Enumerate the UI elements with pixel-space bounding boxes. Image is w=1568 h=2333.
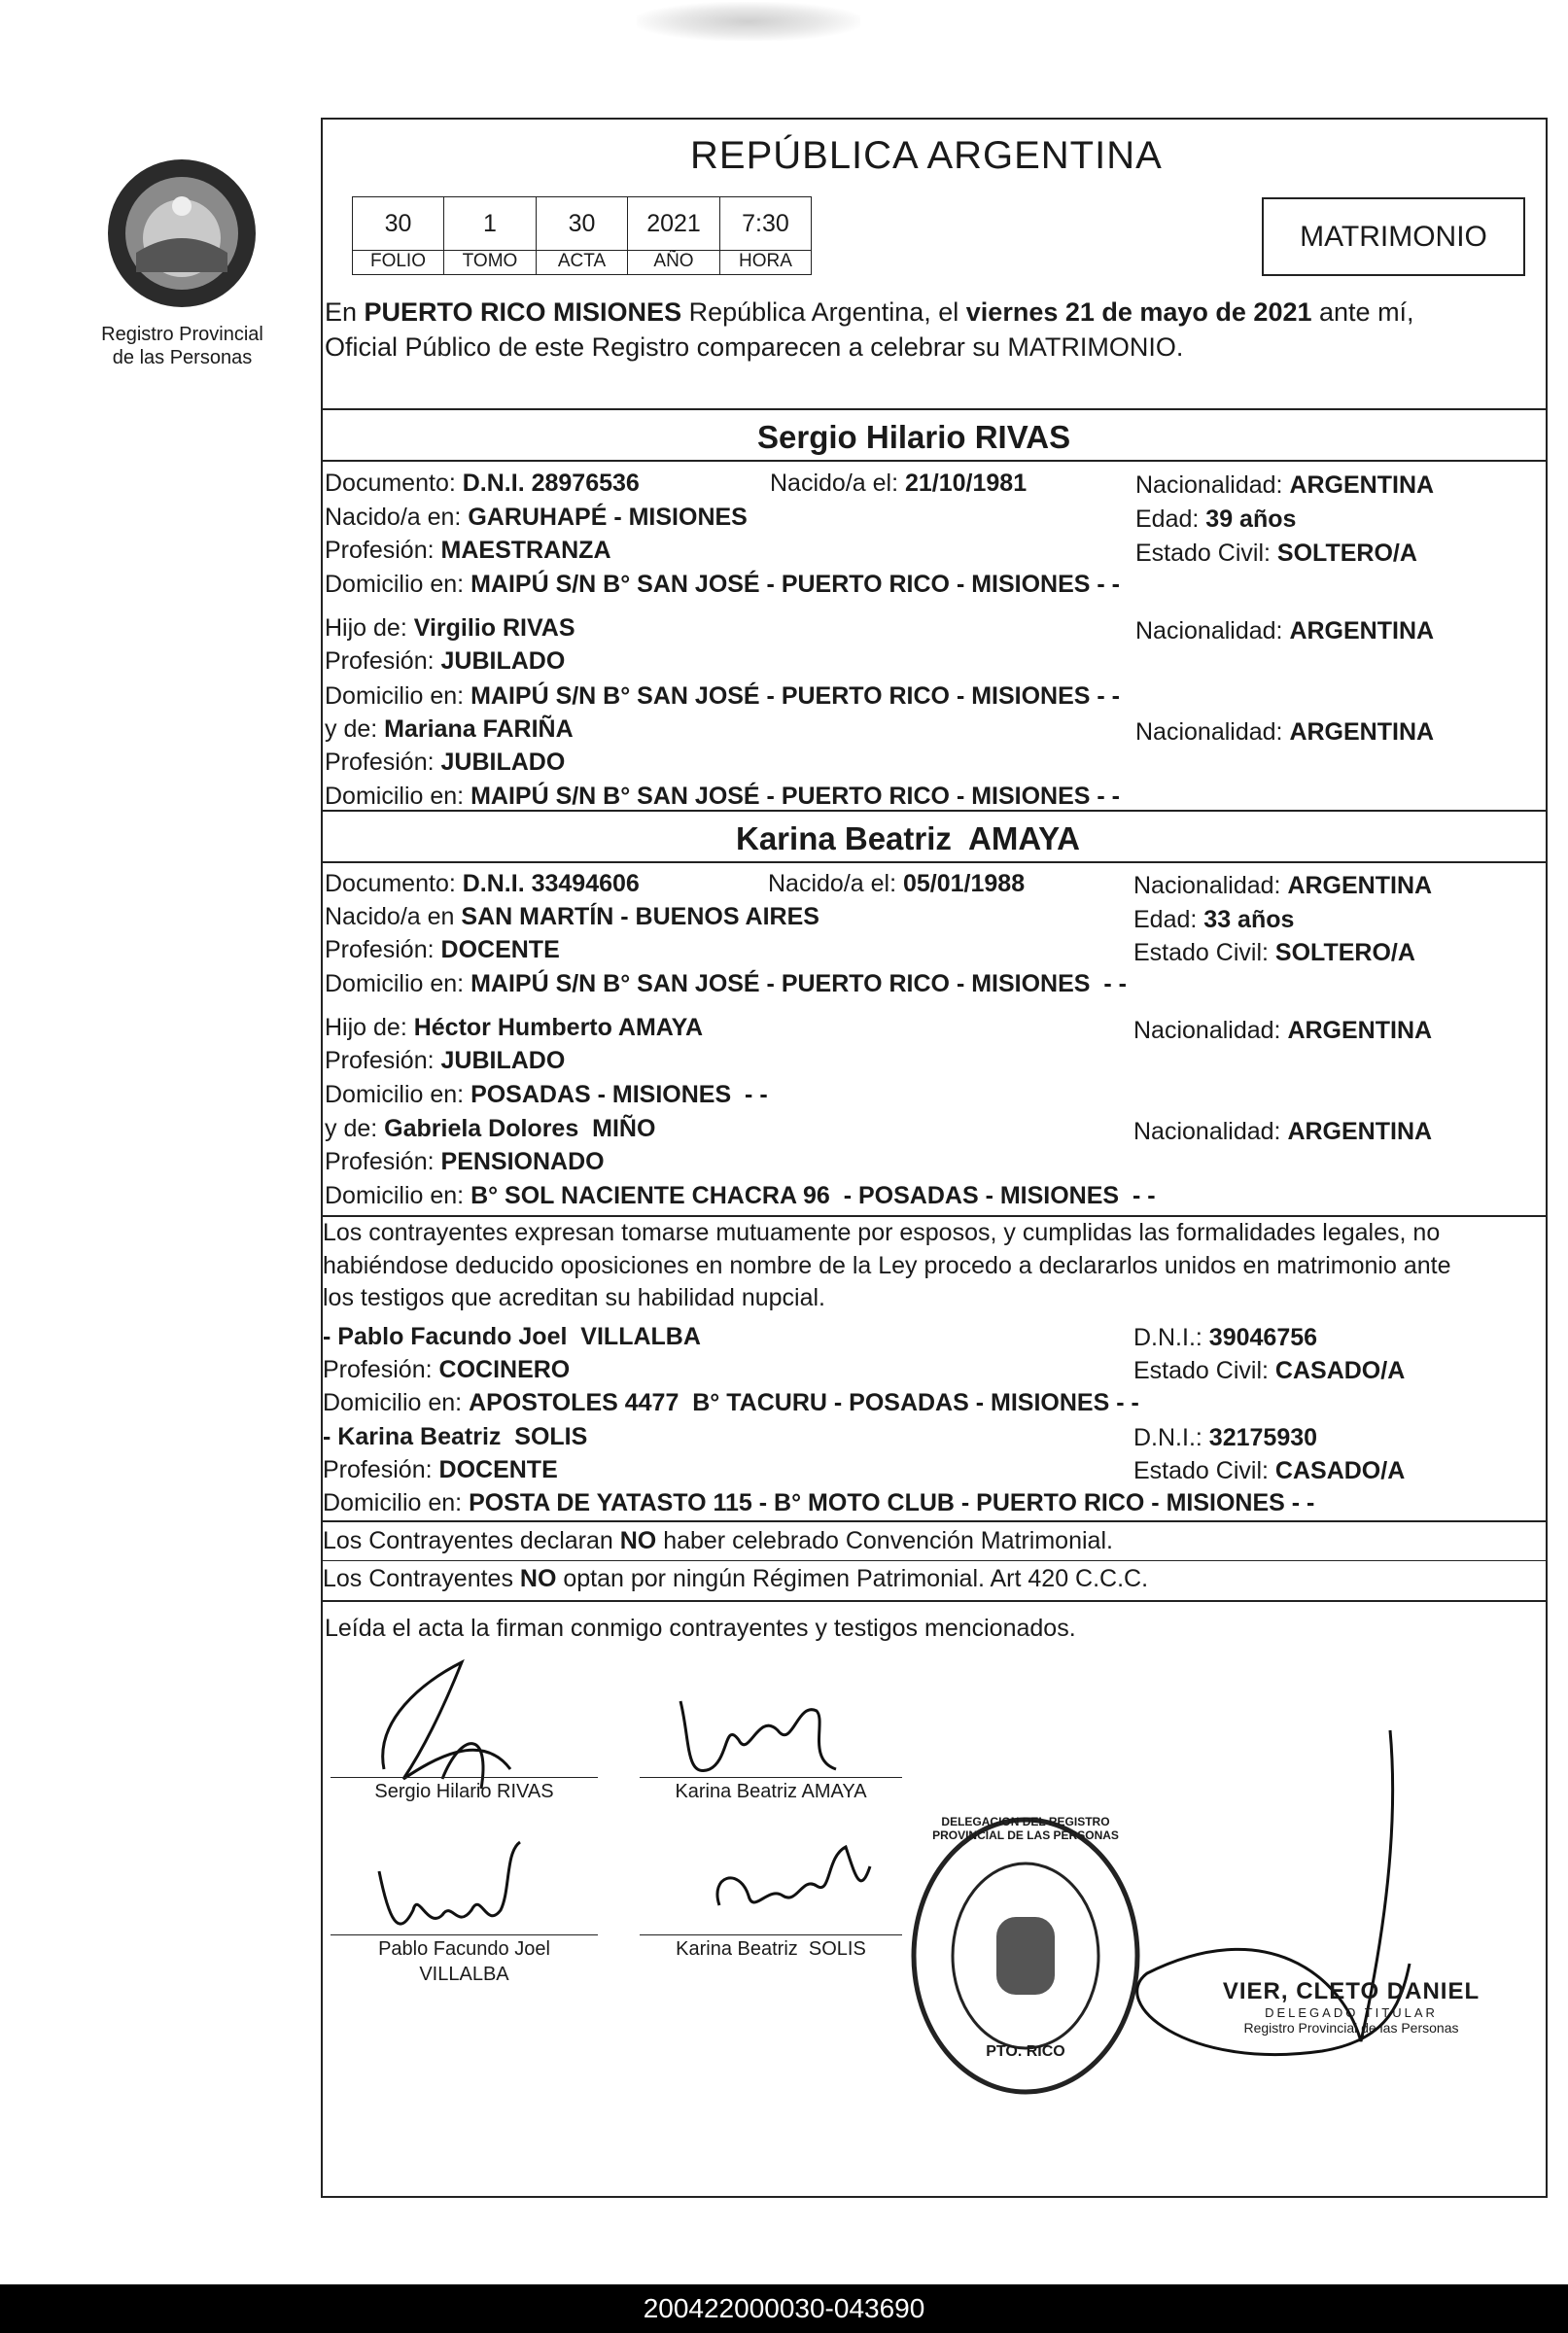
value: GARUHAPÉ - MISIONES [468, 504, 748, 531]
folio-value: 30 [352, 196, 444, 251]
spouse2-father [325, 1015, 703, 1042]
divider [321, 1560, 1548, 1561]
spouse1-mother-address [325, 783, 1120, 811]
label: Nacido/a en: [325, 504, 462, 531]
divider [321, 810, 1548, 812]
value: Mariana FARIÑA [384, 715, 574, 743]
province-logo [97, 146, 267, 321]
label: Nacido/a el: [770, 470, 899, 497]
scan-smudge [637, 2, 860, 41]
official-name: VIER, CLETO DANIEL [1222, 1978, 1481, 2004]
emphasis: NO [619, 1527, 657, 1554]
label: Domicilio en: [325, 682, 465, 710]
spouse2-father-profession [325, 1048, 565, 1075]
label: Estado Civil: [1135, 540, 1271, 567]
divider [321, 1600, 1548, 1602]
label: Estado Civil: [1133, 1357, 1269, 1384]
value: APOSTOLES 4477 B° TACURU - POSADAS - MISIONES - - [469, 1389, 1139, 1416]
label: Hijo de: [325, 614, 407, 642]
signature-label-pablo-1: Pablo Facundo Joel [378, 1938, 550, 1960]
divider [321, 460, 1548, 462]
official-signature [1069, 1721, 1439, 2109]
value: D.N.I. 28976536 [462, 470, 640, 497]
act-type: MATRIMONIO [1300, 221, 1487, 253]
registry-line-1: Registro Provincial [101, 324, 263, 345]
act-type-box [1262, 197, 1525, 276]
ceremony-line-2: habiéndose deducido oposiciones en nombre de la Ley procedo a declararlos unidos en matrimonio ante [323, 1252, 1451, 1279]
signature-pablo [360, 1832, 535, 1949]
convention-line-1 [323, 1528, 1113, 1555]
value: MAIPÚ S/N B° SAN JOSÉ - PUERTO RICO - MISIONES - - [470, 783, 1120, 810]
value: ARGENTINA [1289, 718, 1435, 746]
ceremony-line-1: Los contrayentes expresan tomarse mutuamente por esposos, y cumplidas las formalidades legales, no [323, 1219, 1441, 1246]
value: ARGENTINA [1289, 471, 1435, 499]
value: DOCENTE [440, 936, 560, 963]
label: y de: [325, 1115, 378, 1142]
value: JUBILADO [440, 749, 566, 776]
spouse1-father-nationality [1135, 618, 1434, 645]
spouse2-documento [325, 871, 640, 898]
signature-line [331, 1934, 598, 1935]
spouse2-nationality [1133, 873, 1432, 900]
hora-value: 7:30 [719, 196, 812, 251]
label: Domicilio en: [325, 1081, 465, 1108]
spouse2-birthplace [325, 904, 819, 931]
intro-text-2: República Argentina, el [681, 297, 966, 327]
spouse2-mother-nationality [1133, 1119, 1432, 1146]
convention-line-2 [323, 1566, 1148, 1593]
value: ARGENTINA [1287, 872, 1433, 899]
value: COCINERO [438, 1356, 571, 1383]
divider [321, 1215, 1548, 1217]
label: Domicilio en: [325, 1182, 465, 1209]
country-title: REPÚBLICA ARGENTINA [690, 134, 1163, 177]
ceremony-line-3: los testigos que acreditan su habilidad nupcial. [323, 1284, 826, 1311]
label: Nacionalidad: [1135, 471, 1283, 499]
label: y de: [325, 715, 378, 743]
spouse2-mother-address [325, 1183, 1156, 1210]
label: Domicilio en: [325, 783, 465, 810]
intro-place: PUERTO RICO MISIONES [364, 297, 682, 327]
label: D.N.I.: [1133, 1324, 1202, 1351]
seal-place: PTO. RICO [986, 2043, 1065, 2060]
label: Edad: [1135, 505, 1200, 533]
value: B° SOL NACIENTE CHACRA 96 - POSADAS - MISIONES - - [470, 1182, 1156, 1209]
value: MAIPÚ S/N B° SAN JOSÉ - PUERTO RICO - MISIONES - - [470, 571, 1120, 598]
label: Profesión: [325, 647, 435, 675]
value: SAN MARTÍN - BUENOS AIRES [461, 903, 819, 930]
intro-text-1: En [325, 297, 365, 327]
acta-label: ACTA [536, 250, 628, 275]
value: MAESTRANZA [440, 537, 611, 564]
witness2-name: - Karina Beatriz SOLIS [323, 1423, 588, 1450]
value: 39046756 [1208, 1324, 1318, 1351]
divider [321, 408, 1548, 410]
witness2-civil-status [1133, 1458, 1405, 1485]
label: Nacionalidad: [1135, 617, 1283, 644]
witness1-address [323, 1390, 1139, 1417]
label: Domicilio en: [325, 571, 465, 598]
intro-line-1 [325, 298, 1414, 328]
label: Documento: [325, 470, 456, 497]
signature-label-karina-amaya: Karina Beatriz AMAYA [675, 1781, 867, 1802]
official-org: Registro Provincial de las Personas [1243, 2020, 1459, 2036]
value: MAIPÚ S/N B° SAN JOSÉ - PUERTO RICO - MISIONES - - [470, 682, 1120, 710]
label: Hijo de: [325, 1014, 407, 1041]
value: ARGENTINA [1289, 617, 1435, 644]
acta-value: 30 [536, 196, 628, 251]
label: Documento: [325, 870, 456, 897]
value: MAIPÚ S/N B° SAN JOSÉ - PUERTO RICO - MISIONES - - [470, 970, 1127, 997]
label: Profesión: [325, 936, 435, 963]
label: Domicilio en: [323, 1389, 463, 1416]
signature-sergio [365, 1643, 530, 1798]
label: Nacionalidad: [1133, 1017, 1281, 1044]
spouse1-birthdate [770, 470, 1027, 498]
spouse1-address [325, 572, 1120, 599]
label: Profesión: [325, 1148, 435, 1175]
value: 32175930 [1208, 1424, 1318, 1451]
spouse2-address [325, 971, 1127, 998]
spouse1-father [325, 615, 575, 643]
label: Profesión: [323, 1456, 433, 1483]
value: SOLTERO/A [1276, 540, 1417, 567]
spouse2-name: Karina Beatriz AMAYA [736, 820, 1080, 856]
label: Nacido/a el: [768, 870, 897, 897]
emphasis: NO [519, 1565, 557, 1592]
seal-text: DELEGACION DEL REGISTRO PROVINCIAL DE LAS PERSONAS [932, 1815, 1119, 1842]
text: haber celebrado Convención Matrimonial. [656, 1527, 1113, 1554]
label: Nacionalidad: [1133, 1118, 1281, 1145]
label: Nacido/a en [325, 903, 455, 930]
witness1-profession [323, 1357, 570, 1384]
signature-line [640, 1934, 902, 1935]
label: Profesión: [325, 1047, 435, 1074]
value: 05/01/1988 [902, 870, 1026, 897]
registry-label [78, 323, 287, 369]
signature-label-karina-solis: Karina Beatriz SOLIS [676, 1938, 866, 1960]
value: 21/10/1981 [904, 470, 1028, 497]
divider [321, 1520, 1548, 1522]
folio-label: FOLIO [352, 250, 444, 275]
tomo-label: TOMO [443, 250, 537, 275]
spouse2-mother [325, 1116, 655, 1143]
signature-line [331, 1777, 598, 1778]
value: CASADO/A [1274, 1357, 1406, 1384]
spouse1-mother [325, 716, 574, 744]
label: Edad: [1133, 906, 1198, 933]
text: Los Contrayentes declaran [323, 1527, 620, 1554]
spouse1-father-address [325, 683, 1120, 711]
value: JUBILADO [440, 1047, 566, 1074]
value: POSADAS - MISIONES - - [470, 1081, 768, 1108]
value: DOCENTE [438, 1456, 558, 1483]
spouse1-mother-profession [325, 749, 565, 777]
anio-label: AÑO [627, 250, 720, 275]
label: Estado Civil: [1133, 1457, 1269, 1484]
label: Profesión: [325, 537, 435, 564]
spouse1-birthplace [325, 505, 748, 532]
witness2-dni [1133, 1425, 1317, 1452]
value: D.N.I. 33494606 [462, 870, 640, 897]
registry-line-2: de las Personas [112, 347, 253, 368]
signature-karina-solis [700, 1837, 875, 1934]
value: CASADO/A [1274, 1457, 1406, 1484]
hora-label: HORA [719, 250, 812, 275]
official-role: DELEGADO TITULAR [1265, 2005, 1438, 2020]
spouse2-civil-status [1133, 940, 1415, 967]
spouse1-profession [325, 538, 611, 565]
signatures-intro: Leída el acta la firman conmigo contrayentes y testigos mencionados. [325, 1615, 1076, 1642]
witness1-name: - Pablo Facundo Joel VILLALBA [323, 1323, 701, 1350]
value: Gabriela Dolores MIÑO [384, 1115, 656, 1142]
spouse1-documento [325, 470, 640, 498]
label: Domicilio en: [325, 970, 465, 997]
signature-line [640, 1777, 902, 1778]
value: POSTA DE YATASTO 115 - B° MOTO CLUB - PUERTO RICO - MISIONES - - [469, 1489, 1315, 1516]
value: ARGENTINA [1287, 1017, 1433, 1044]
value: ARGENTINA [1287, 1118, 1433, 1145]
spouse2-age [1133, 907, 1294, 934]
value: Héctor Humberto AMAYA [413, 1014, 703, 1041]
spouse1-name: Sergio Hilario RIVAS [757, 419, 1071, 455]
spouse1-civil-status [1135, 540, 1417, 568]
signature-label-pablo-2: VILLALBA [419, 1964, 509, 1985]
spouse2-profession [325, 937, 560, 964]
spouse2-father-address [325, 1082, 768, 1109]
label: Nacionalidad: [1133, 872, 1281, 899]
value: 39 años [1205, 505, 1297, 533]
anio-value: 2021 [627, 196, 720, 251]
value: JUBILADO [440, 647, 566, 675]
spouse1-father-profession [325, 648, 565, 676]
spouse2-birthdate [768, 871, 1025, 898]
spouse1-age [1135, 506, 1296, 534]
divider [321, 861, 1548, 863]
text: Los Contrayentes [323, 1565, 520, 1592]
document-code: 200422000030-043690 [0, 2284, 1568, 2333]
value: PENSIONADO [440, 1148, 605, 1175]
intro-line-2: Oficial Público de este Registro comparecen a celebrar su MATRIMONIO. [325, 332, 1184, 362]
value: Virgilio RIVAS [413, 614, 575, 642]
spouse2-father-nationality [1133, 1018, 1432, 1045]
label: Domicilio en: [323, 1489, 463, 1516]
label: D.N.I.: [1133, 1424, 1202, 1451]
label: Nacionalidad: [1135, 718, 1283, 746]
spouse2-mother-profession [325, 1149, 605, 1176]
tomo-value: 1 [443, 196, 537, 251]
text: optan por ningún Régimen Patrimonial. Art 420 C.C.C. [556, 1565, 1149, 1592]
witness2-address [323, 1490, 1314, 1517]
witness1-civil-status [1133, 1358, 1405, 1385]
spouse1-nationality [1135, 472, 1434, 500]
signature-label-sergio: Sergio Hilario RIVAS [374, 1781, 554, 1802]
label: Estado Civil: [1133, 939, 1269, 966]
label: Profesión: [323, 1356, 433, 1383]
witness2-profession [323, 1457, 558, 1484]
value: SOLTERO/A [1274, 939, 1415, 966]
spouse1-mother-nationality [1135, 719, 1434, 747]
official-stamp [1215, 1978, 1487, 2036]
witness1-dni [1133, 1325, 1317, 1352]
intro-date: viernes 21 de mayo de 2021 [965, 297, 1312, 327]
intro-text-3: ante mí, [1311, 297, 1414, 327]
value: 33 años [1203, 906, 1295, 933]
label: Profesión: [325, 749, 435, 776]
